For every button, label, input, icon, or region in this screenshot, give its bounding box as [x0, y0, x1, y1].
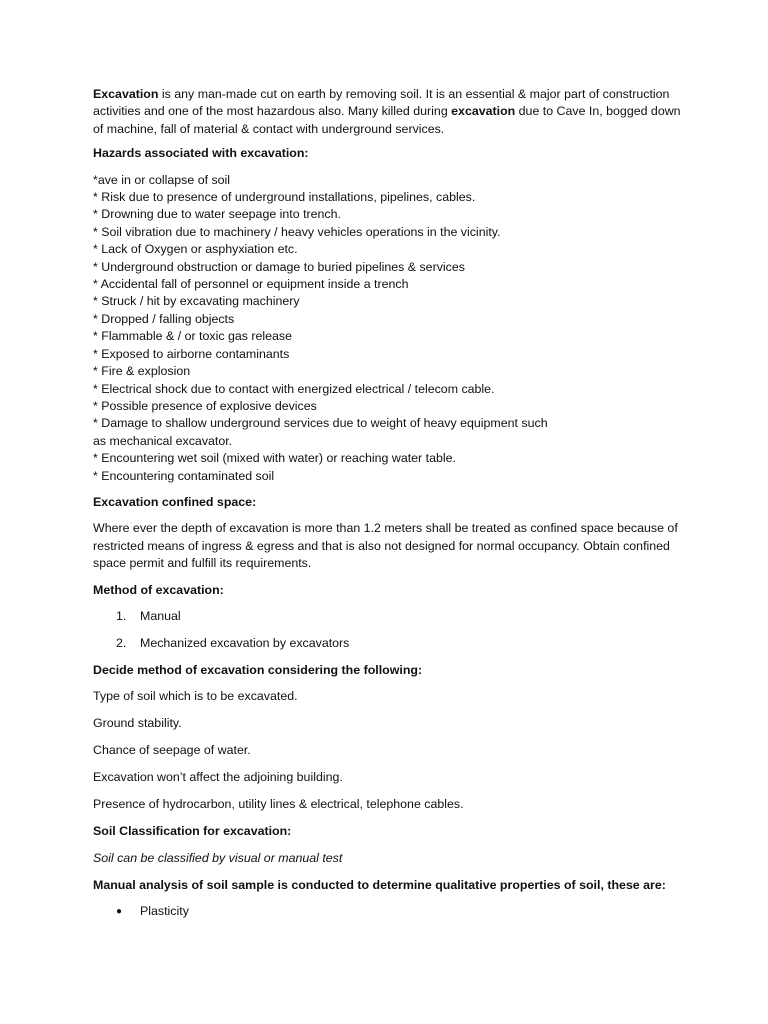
manual-analysis-heading: Manual analysis of soil sample is conducted to determine qualitative properties of soil, these are:: [93, 877, 666, 892]
hazard-item: * Accidental fall of personnel or equipment inside a trench: [93, 277, 409, 292]
confined-space-heading: Excavation confined space:: [93, 494, 257, 509]
decide-item: Excavation won’t affect the adjoining building.: [93, 770, 343, 785]
decide-item: Ground stability.: [93, 716, 182, 731]
list-item: [116, 903, 693, 920]
decide-heading: Decide method of excavation considering the following:: [93, 662, 423, 677]
hazard-item: * Soil vibration due to machinery / heavy vehicles operations in the vicinity.: [93, 224, 501, 239]
hazard-item: * Dropped / falling objects: [93, 311, 235, 326]
soil-classification-note: Soil can be classified by visual or manual test: [93, 850, 343, 865]
method-item-number: 2.: [116, 635, 127, 650]
hazards-heading: Hazards associated with excavation:: [93, 146, 309, 161]
hazard-item: * Drowning due to water seepage into trench.: [93, 207, 341, 222]
hazard-item: * Possible presence of explosive devices: [93, 398, 317, 413]
confined-space-paragraph: Where ever the depth of excavation is more than 1.2 meters shall be treated as confined space because of restricted means of ingress & egress and that is also not designed for normal occupancy. Obtain confined space permit and fulfill its requirements.: [93, 521, 678, 571]
method-list: [93, 608, 693, 652]
intro-text-part1: is any man-made cut on earth by removing soil. It is an essential & major part of construction activities and one of the most hazardous also. Many killed during: [93, 87, 670, 119]
hazard-item: *ave in or collapse of soil: [93, 172, 231, 187]
hazards-list: [93, 172, 693, 485]
method-item: [116, 635, 693, 652]
hazard-item: * Risk due to presence of underground installations, pipelines, cables.: [93, 190, 476, 205]
decide-item: Presence of hydrocarbon, utility lines & electrical, telephone cables.: [93, 797, 464, 812]
method-item-text: Manual: [140, 608, 181, 623]
decide-item: Type of soil which is to be excavated.: [93, 689, 298, 704]
intro-text-part2: due to Cave In, bogged down of machine, fall of material & contact with underground services.: [93, 104, 681, 136]
hazard-item: * Encountering wet soil (mixed with water) or reaching water table.: [93, 451, 456, 466]
soil-properties-list: [93, 903, 693, 920]
hazard-item: * Exposed to airborne contaminants: [93, 346, 290, 361]
soil-property-text: Plasticity: [140, 904, 189, 918]
hazard-item: as mechanical excavator.: [93, 433, 233, 448]
method-item: [116, 608, 693, 625]
intro-term-excavation: Excavation: [93, 87, 159, 101]
method-item-number: 1.: [116, 608, 127, 623]
decide-item: Chance of seepage of water.: [93, 743, 251, 758]
hazard-item: * Flammable & / or toxic gas release: [93, 329, 293, 344]
intro-term-excavation-2: excavation: [451, 104, 516, 119]
document-page: [93, 86, 693, 920]
hazard-item: * Fire & explosion: [93, 364, 191, 379]
hazard-item: * Electrical shock due to contact with energized electrical / telecom cable.: [93, 381, 495, 396]
hazard-item: * Struck / hit by excavating machinery: [93, 294, 300, 309]
bullet-icon: ●: [116, 906, 123, 917]
hazard-item: * Underground obstruction or damage to buried pipelines & services: [93, 259, 465, 274]
method-item-text: Mechanized excavation by excavators: [140, 635, 350, 650]
hazard-item: * Damage to shallow underground services due to weight of heavy equipment such: [93, 416, 548, 431]
intro-paragraph: [93, 86, 693, 138]
soil-classification-heading: Soil Classification for excavation:: [93, 824, 292, 839]
method-heading: Method of excavation:: [93, 582, 224, 597]
hazard-item: * Lack of Oxygen or asphyxiation etc.: [93, 242, 298, 257]
hazard-item: * Encountering contaminated soil: [93, 468, 275, 483]
